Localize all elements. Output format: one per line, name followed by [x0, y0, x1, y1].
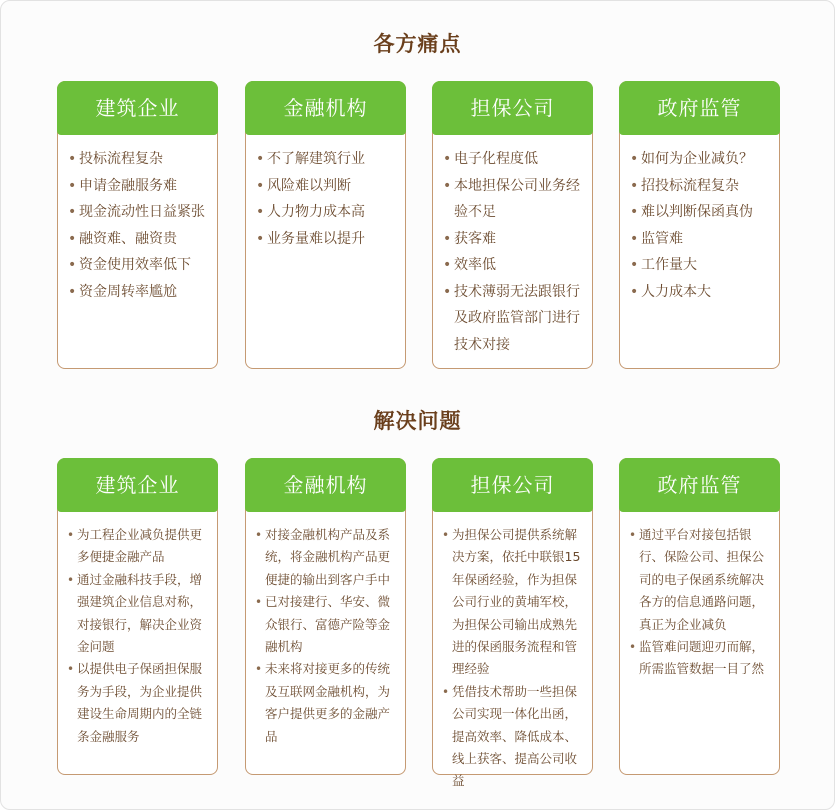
list-item: • 资金使用效率低下 [68, 252, 211, 279]
pain-list [256, 146, 399, 252]
card-header: 担保公司 [432, 81, 593, 135]
list-item: • 融资难、融资贵 [68, 226, 211, 253]
solution-list [67, 524, 212, 748]
solution-card-construction [57, 458, 218, 775]
solution-list [255, 524, 400, 748]
list-item: • 风险难以判断 [256, 173, 399, 200]
list-item: • 本地担保公司业务经验不足 [443, 173, 586, 226]
card-header: 政府监管 [619, 458, 780, 512]
pain-card-guarantee-companies [432, 81, 593, 369]
card-header: 政府监管 [619, 81, 780, 135]
solution-list [629, 524, 774, 681]
list-item: • 以提供电子保函担保服务为手段，为企业提供建设生命周期内的全链条金融服务 [67, 658, 212, 748]
list-item: • 监管难 [630, 226, 773, 253]
list-item: • 已对接建行、华安、微众银行、富德产险等金融机构 [255, 591, 400, 658]
card-header: 担保公司 [432, 458, 593, 512]
section-title-pain-points: 各方痛点 [373, 32, 462, 56]
solution-card-government-regulation [619, 458, 780, 775]
list-item: • 申请金融服务难 [68, 173, 211, 200]
solution-card-guarantee-companies [432, 458, 593, 789]
pain-card-construction [57, 81, 218, 369]
pain-list [630, 146, 773, 305]
list-item: • 为工程企业减负提供更多便捷金融产品 [67, 524, 212, 569]
list-item: • 电子化程度低 [443, 146, 586, 173]
pain-card-government-regulation [619, 81, 780, 369]
list-item: • 通过金融科技手段，增强建筑企业信息对称，对接银行，解决企业资金问题 [67, 569, 212, 659]
list-item: • 如何为企业减负？ [630, 146, 773, 173]
card-header: 建筑企业 [57, 81, 218, 135]
list-item: • 人力成本大 [630, 279, 773, 306]
list-item: • 通过平台对接包括银行、保险公司、担保公司的电子保函系统解决各方的信息通路问题，真正为企业减负 [629, 524, 774, 636]
list-item: • 效率低 [443, 252, 586, 279]
list-item: • 不了解建筑行业 [256, 146, 399, 173]
pain-list [443, 146, 586, 358]
section-title-solutions: 解决问题 [373, 409, 462, 433]
list-item: • 未来将对接更多的传统及互联网金融机构，为客户提供更多的金融产品 [255, 658, 400, 748]
list-item: • 投标流程复杂 [68, 146, 211, 173]
list-item: • 工作量大 [630, 252, 773, 279]
list-item: • 人力物力成本高 [256, 199, 399, 226]
card-header: 金融机构 [245, 458, 406, 512]
list-item: • 业务量难以提升 [256, 226, 399, 253]
pain-card-financial-institutions [245, 81, 406, 369]
list-item: • 资金周转率尴尬 [68, 279, 211, 306]
list-item: • 对接金融机构产品及系统，将金融机构产品更便捷的输出到客户手中 [255, 524, 400, 591]
solution-card-financial-institutions [245, 458, 406, 775]
solution-list [442, 524, 587, 793]
list-item: • 监管难问题迎刃而解，所需监管数据一目了然 [629, 636, 774, 681]
list-item: • 技术薄弱无法跟银行及政府监管部门进行技术对接 [443, 279, 586, 359]
card-header: 建筑企业 [57, 458, 218, 512]
list-item: • 为担保公司提供系统解决方案，依托中联银15年保函经验，作为担保公司行业的黄埔军校，为担保公司输出成熟先进的保函服务流程和管理经验 [442, 524, 587, 681]
pain-list [68, 146, 211, 305]
list-item: • 获客难 [443, 226, 586, 253]
list-item: • 凭借技术帮助一些担保公司实现一体化出函，提高效率、降低成本、线上获客、提高公司收益 [442, 681, 587, 793]
card-header: 金融机构 [245, 81, 406, 135]
list-item: • 招投标流程复杂 [630, 173, 773, 200]
list-item: • 难以判断保函真伪 [630, 199, 773, 226]
list-item: • 现金流动性日益紧张 [68, 199, 211, 226]
